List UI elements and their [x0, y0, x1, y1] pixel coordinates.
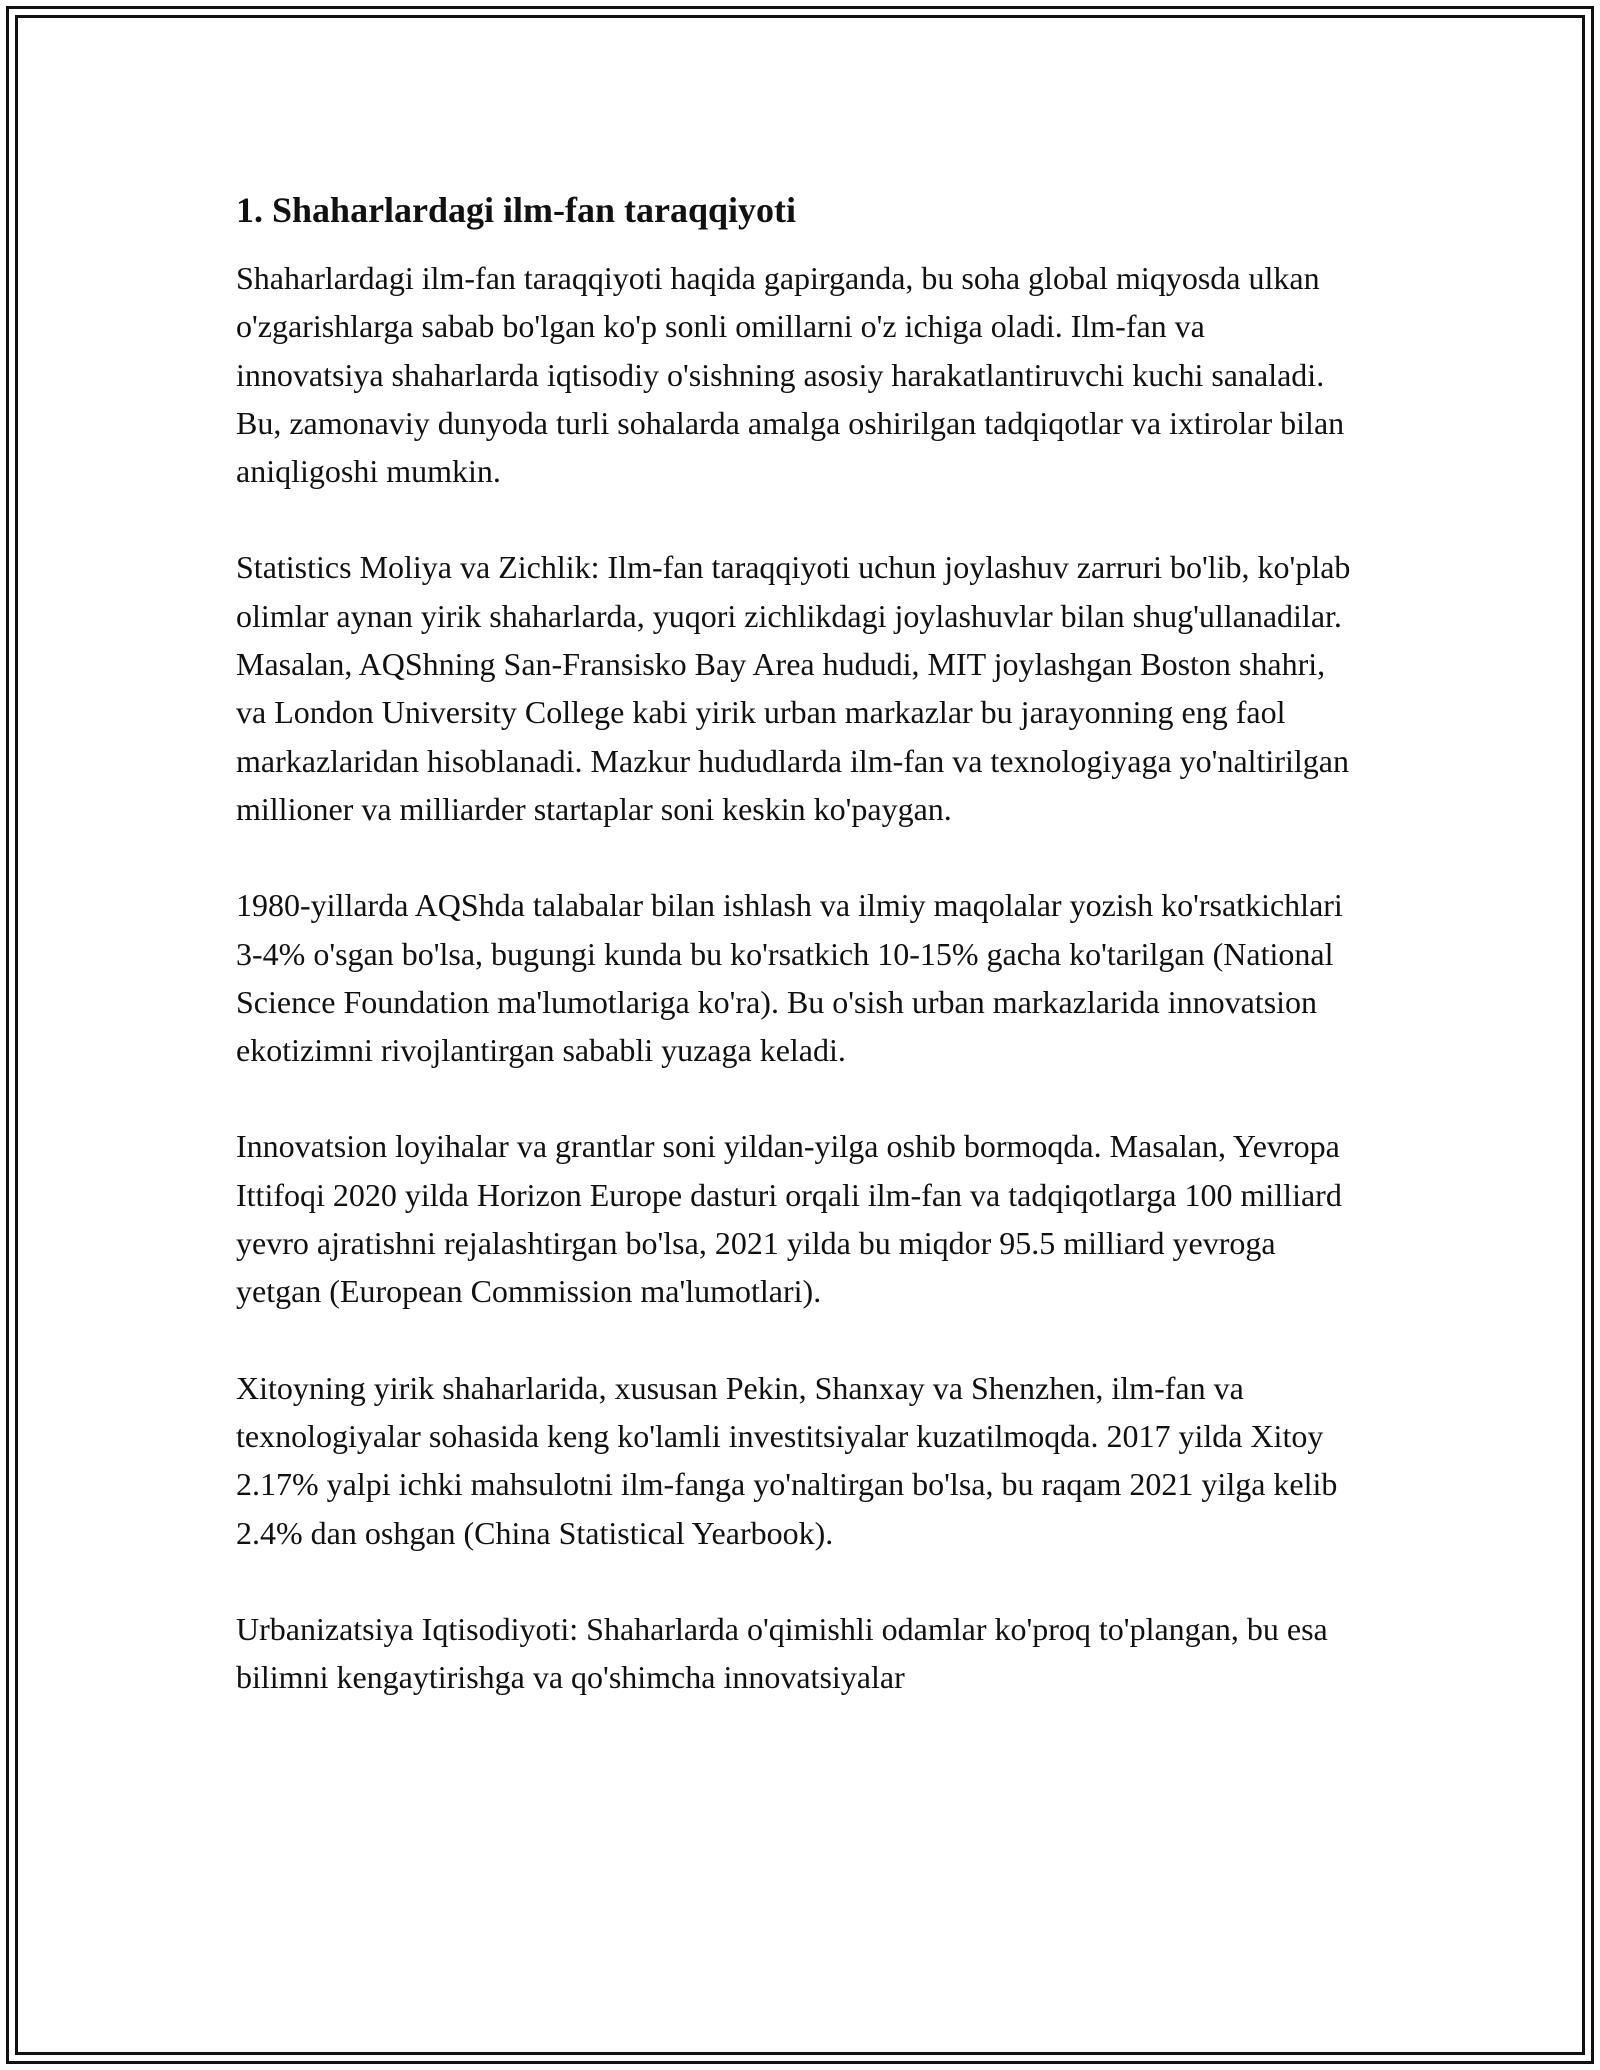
paragraph-2: Statistics Moliya va Zichlik: Ilm-fan taraqqiyoti uchun joylashuv zarruri bo'lib, ko'plab olimlar aynan yirik shaharlarda, yuqori zichlikdagi joylashuvlar bilan shug'ullanadilar. Masalan, AQShning San-Fransisko Bay Area hududi, MIT joylashgan Boston shahri, va London University College kabi yirik urban markazlar bu jarayonning eng faol markazlaridan hisoblanadi. Mazkur hududlarda ilm-fan va texnologiyaga yo'naltirilgan millioner va milliarder startaplar soni keskin ko'paygan.: [236, 549, 1351, 827]
paragraph-5: Xitoyning yirik shaharlarida, xususan Pekin, Shanxay va Shenzhen, ilm-fan va texnologiyalar sohasida keng ko'lamli investitsiyalar kuzatilmoqda. 2017 yilda Xitoy 2.17% yalpi ichki mahsulotni ilm-fanga yo'naltirgan bo'lsa, bu raqam 2021 yilga kelib 2.4% dan oshgan (China Statistical Yearbook).: [236, 1369, 1338, 1551]
paragraph-6: Urbanizatsiya Iqtisodiyoti: Shaharlarda o'qimishli odamlar ko'proq to'plangan, bu esa bilimni kengaytirishga va qo'shimcha innovatsiyalar: [236, 1610, 1328, 1696]
paragraph-4: Innovatsion loyihalar va grantlar soni yildan-yilga oshib bormoqda. Masalan, Yevropa Ittifoqi 2020 yilda Horizon Europe dasturi orqali ilm-fan va tadqiqotlarga 100 milliard yevro ajratishni rejalashtirgan bo'lsa, 2021 yilda bu miqdor 95.5 milliard yevroga yetgan (European Commission ma'lumotlari).: [236, 1128, 1342, 1310]
section-heading: 1. Shaharlardagi ilm-fan taraqqiyoti: [236, 190, 797, 230]
paragraph-3: 1980-yillarda AQShda talabalar bilan ishlash va ilmiy maqolalar yozish ko'rsatkichlari 3-4% o'sgan bo'lsa, bugungi kunda bu ko'rsatkich 10-15% gacha ko'tarilgan (National Science Foundation ma'lumotlariga ko'ra). Bu o'sish urban markazlarida innovatsion ekotizimni rivojlantirgan sababli yuzaga keladi.: [236, 887, 1343, 1069]
paragraph-1: Shaharlardagi ilm-fan taraqqiyoti haqida gapirganda, bu soha global miqyosda ulkan o'zgarishlarga sabab bo'lgan ko'p sonli omillarni o'z ichiga oladi. Ilm-fan va innovatsiya shaharlarda iqtisodiy o'sishning asosiy harakatlantiruvchi kuchi sanaladi. Bu, zamonaviy dunyoda turli sohalarda amalga oshirilgan tadqiqotlar va ixtirolar bilan aniqligoshi mumkin.: [236, 260, 1345, 490]
document-body: [236, 186, 1356, 1749]
